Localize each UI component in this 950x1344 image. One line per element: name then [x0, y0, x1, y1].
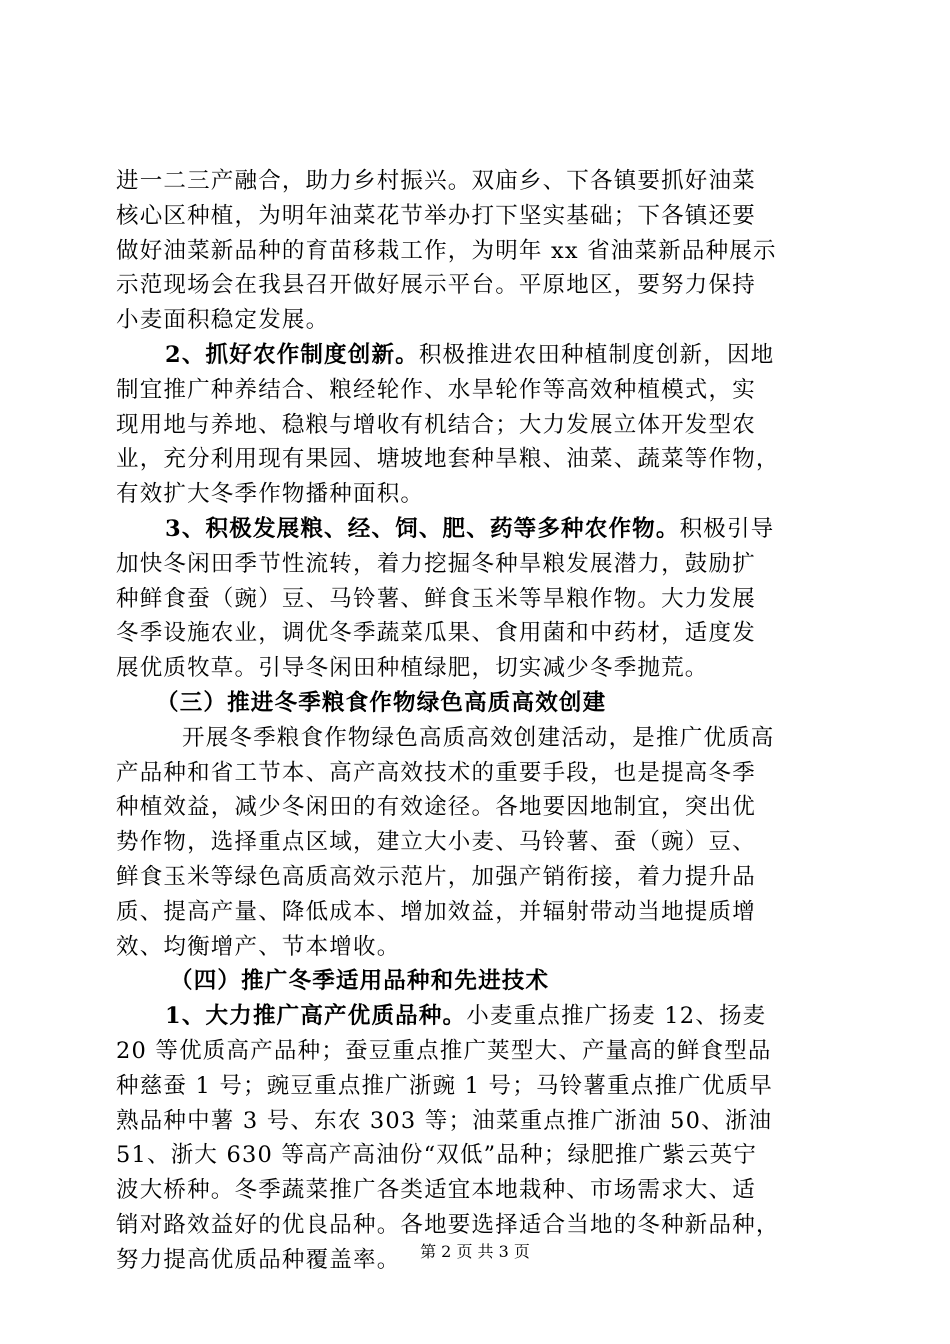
text-line [116, 999, 830, 1034]
text-line: 有效扩大冬季作物播种面积。 [116, 481, 425, 508]
text-line: 做好油菜新品种的育苗移栽工作，为明年 xx 省油菜新品种展示 [116, 237, 777, 264]
paragraph-2 [116, 338, 830, 512]
text-fragment: 积极推进农田种植制度创新，因地 [418, 341, 775, 368]
text-line: 种植效益，减少冬闲田的有效途径。各地要因地制宜，突出优 [116, 794, 756, 821]
text-line: 质、提高产量、降低成本、增加效益，并辐射带动当地提质增 [116, 898, 756, 925]
paragraph-7 [116, 999, 830, 1277]
text-line: 鲜食玉米等绿色高质高效示范片，加强产销衔接，着力提升品 [116, 863, 756, 890]
text-line: 波大桥种。冬季蔬菜推广各类适宜本地栽种、市场需求大、适 [116, 1177, 756, 1204]
text-fragment: 积极引导 [679, 515, 775, 542]
paragraph-5 [116, 721, 830, 965]
text-line: 现用地与养地、稳粮与增收有机结合；大力发展立体开发型农 [116, 411, 756, 438]
text-line: 展优质牧草。引导冬闲田种植绿肥，切实减少冬季抛荒。 [116, 655, 709, 682]
text-line: 势作物，选择重点区域，建立大小麦、马铃薯、蚕（豌）豆、 [116, 829, 756, 856]
text-line [116, 338, 830, 373]
text-line: 51、浙大 630 等高产高油份“双低”品种；绿肥推广紫云英宁 [116, 1142, 758, 1169]
text-line: 示范现场会在我县召开做好展示平台。平原地区，要努力保持 [116, 272, 756, 299]
text-line: 种慈蚕 1 号；豌豆重点推广浙豌 1 号；马铃薯重点推广优质早 [116, 1072, 773, 1099]
paragraph-lead: 1、大力推广高产优质品种。 [165, 1003, 467, 1030]
text-line: 制宜推广种养结合、粮经轮作、水旱轮作等高效种植模式，实 [116, 376, 756, 403]
text-line: 熟品种中薯 3 号、东农 303 等；油菜重点推广浙油 50、浙油 [116, 1107, 773, 1134]
paragraph-lead: 3、积极发展粮、经、饲、肥、药等多种农作物。 [165, 515, 680, 542]
text-line: 核心区种植，为明年油菜花节举办打下坚实基础；下各镇还要 [116, 202, 756, 229]
text-fragment: 小麦重点推广扬麦 12、扬麦 [466, 1003, 767, 1030]
document-body [116, 164, 830, 1278]
section-heading: （三）推进冬季粮食作物绿色高质高效创建 [156, 689, 607, 716]
section-heading-4 [116, 964, 830, 999]
text-line: 开展冬季粮食作物绿色高质高效创建活动，是推广优质高 [182, 724, 775, 751]
text-line: 业，充分利用现有果园、塘坡地套种旱粮、油菜、蔬菜等作物， [116, 446, 780, 473]
text-line: 冬季设施农业，调优冬季蔬菜瓜果、食用菌和中药材，适度发 [116, 620, 756, 647]
section-heading-3 [116, 686, 830, 721]
text-line: 20 等优质高产品种；蚕豆重点推广荚型大、产量高的鲜食型品 [116, 1037, 772, 1064]
text-line: 努力提高优质品种覆盖率。 [116, 1246, 401, 1273]
text-line: 产品种和省工节本、高产高效技术的重要手段，也是提高冬季 [116, 759, 756, 786]
page-footer: 第 2 页 共 3 页 [420, 1242, 530, 1261]
text-line: 效、均衡增产、节本增收。 [116, 933, 401, 960]
paragraph-lead: 2、抓好农作制度创新。 [165, 341, 419, 368]
text-line: 进一二三产融合，助力乡村振兴。双庙乡、下各镇要抓好油菜 [116, 168, 756, 194]
text-line: 加快冬闲田季节性流转，着力挖掘冬种旱粮发展潜力，鼓励扩 [116, 550, 756, 577]
text-line: 销对路效益好的优良品种。各地要选择适合当地的冬种新品种， [116, 1211, 780, 1238]
text-line [116, 512, 830, 547]
paragraph-1 [116, 164, 830, 338]
text-line: 种鲜食蚕（豌）豆、马铃薯、鲜食玉米等旱粮作物。大力发展 [116, 585, 756, 612]
section-heading: （四）推广冬季适用品种和先进技术 [170, 968, 550, 995]
paragraph-3 [116, 512, 830, 686]
text-line: 小麦面积稳定发展。 [116, 307, 330, 334]
